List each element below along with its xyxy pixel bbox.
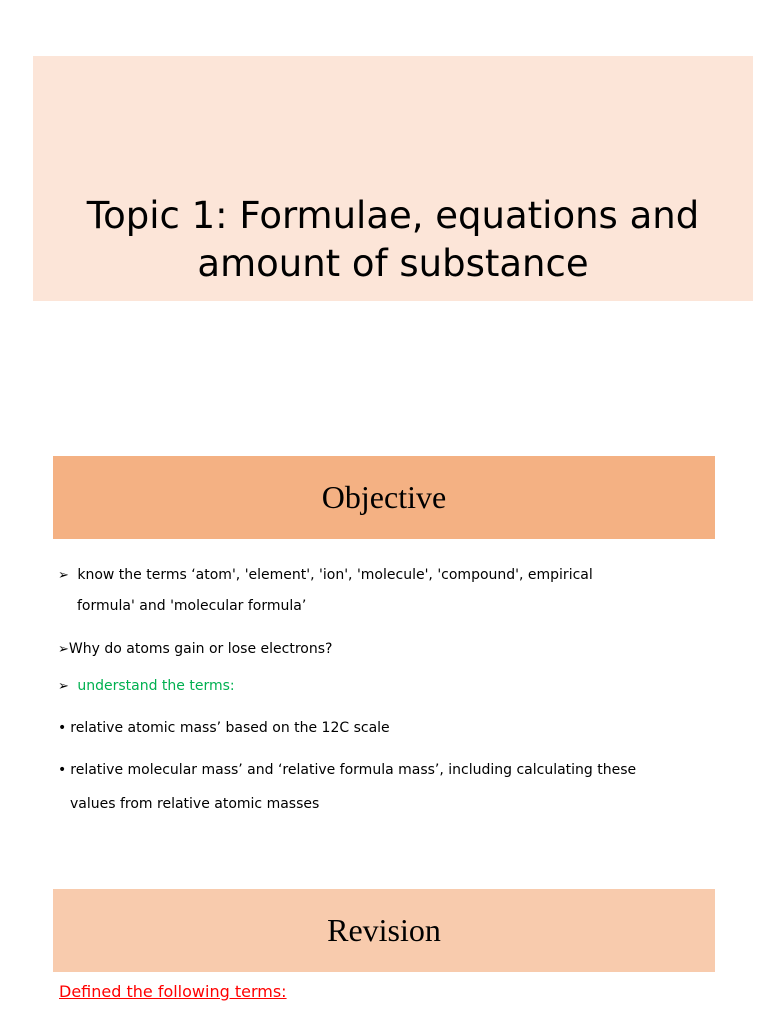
objective-text: Why do atoms gain or lose electrons? xyxy=(68,641,333,657)
list-item xyxy=(58,713,748,753)
objective-text-continued: values from relative atomic masses xyxy=(70,796,320,812)
objective-text-highlight: understand the terms: xyxy=(72,678,235,694)
objective-text: know the terms ‘atom', 'element', 'ion', 'molecule', 'compound', empirical xyxy=(72,567,593,583)
page-title-line-2: amount of substance xyxy=(197,242,589,285)
round-bullet-icon: • xyxy=(58,720,67,736)
list-item xyxy=(58,560,748,634)
page-title xyxy=(33,192,753,288)
list-item xyxy=(58,671,748,713)
arrow-bullet-icon: ➢ xyxy=(58,568,69,583)
list-item xyxy=(58,634,748,671)
revision-band xyxy=(53,889,715,972)
list-item xyxy=(58,753,748,821)
objective-text: relative molecular mass’ and ‘relative formula mass’, including calculating these xyxy=(70,762,637,778)
page-title-line-1: Topic 1: Formulae, equations and xyxy=(86,194,700,237)
revision-prompt: Defined the following terms: xyxy=(59,982,287,1001)
objective-heading: Objective xyxy=(321,479,447,515)
objective-list xyxy=(58,560,748,821)
arrow-bullet-icon: ➢ xyxy=(58,642,69,657)
revision-heading: Revision xyxy=(327,912,441,948)
arrow-bullet-icon: ➢ xyxy=(58,679,69,694)
objective-band xyxy=(53,456,715,539)
objective-text: relative atomic mass’ based on the 12C scale xyxy=(70,720,390,736)
round-bullet-icon: • xyxy=(58,762,67,778)
objective-text-continued: formula' and 'molecular formula’ xyxy=(77,598,307,614)
